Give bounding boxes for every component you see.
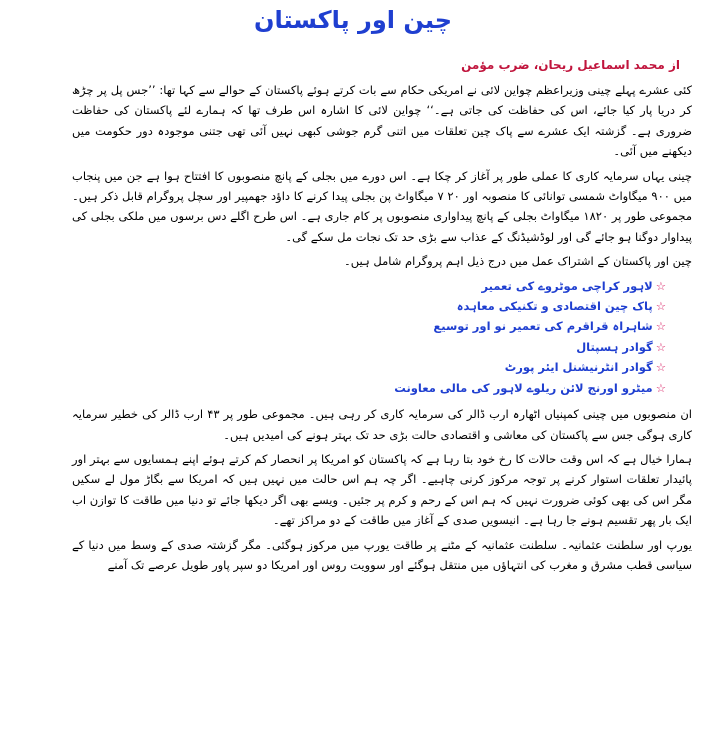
paragraph: ہمارا خیال ہے کہ اس وقت حالات کا رخ خود بتا رہا ہے کہ پاکستان کو امریکا پر انحصار کم کرتے ہوئے اپنے ہمسایوں سے بہتر اور پائیدار تعلقات استوار کرنے پر توجہ مرکوز کرنی چاہیے۔ اگر چہ ہم اس حالت میں نہیں ہیں کہ امریکا سے بگاڑ مول لے سکیں مگر اس کی بھی کوئی ضرورت نہیں کہ ہم اس کے رحم و کرم پر جئیں۔ ویسے بھی اگر دیکھا جائے تو دنیا میں طاقت کا توازن اب ایک بار پھر تقسیم ہونے جا رہا ہے۔ انیسویں صدی کے آغاز میں طاقت کے دو مراکز تھے۔ (72, 451, 692, 528)
paragraph: کئی عشرے پہلے چینی وزیراعظم چواین لائی نے امریکی حکام سے بات کرتے ہوئے پاکستان کے حوالے سے کہا تھا: ’’جس پل پر چڑھ کر دریا پار کیا جائے، اس کی حفاظت کی جاتی ہے۔‘‘ چواین لائی کا اشارہ اس طرف تھا کہ ہمارے لئے پاکستان کی حفاظت ضروری ہے۔ گزشتہ ایک عشرے سے پاک چین تعلقات میں اتنی گرم جوشی کبھی نہیں آئی تھی جتنی موجودہ دور حکومت میں دیکھنے میں آئی۔ (72, 83, 692, 159)
list-item-label: گوادر ہسپتال (576, 339, 653, 354)
project-list (72, 276, 692, 398)
list-item (72, 337, 666, 357)
article-body (72, 80, 692, 579)
list-item (72, 378, 666, 398)
article-byline: از محمد اسماعیل ریحان، ضرب مؤمن (461, 58, 680, 72)
star-icon: ☆ (655, 339, 666, 354)
list-item (72, 296, 666, 316)
list-item-label: شاہراہ قراقرم کی تعمیر نو اور توسیع (433, 319, 653, 334)
article-title: چین اور پاکستان (253, 6, 453, 34)
list-item-label: لاہور کراچی موٹروے کی تعمیر (481, 278, 653, 293)
star-icon: ☆ (655, 299, 666, 314)
list-item-label: میٹرو اورنج لائن ریلوے لاہور کی مالی معاونت (394, 380, 653, 395)
paragraph: چین اور پاکستان کے اشتراک عمل میں درج ذیل اہم پروگرام شامل ہیں۔ (344, 254, 692, 269)
star-icon: ☆ (655, 380, 666, 395)
list-item (72, 316, 666, 336)
list-item (72, 357, 666, 377)
list-item (72, 276, 666, 296)
paragraph: چینی یہاں سرمایہ کاری کا عملی طور پر آغاز کر چکا ہے۔ اس دورے میں بجلی کے پانچ منصوبوں کا افتتاح ہوا ہے جن میں پنجاب میں ۹۰۰ میگاواٹ شمسی توانائی کا منصوبہ اور ۲۰ ۷ میگاواٹ پن بجلی پیدا کرنے کا داؤد جھمپیر اور سچل پروگرام قابل ذکر ہیں۔ مجموعی طور پر ۱۸۲۰ میگاواٹ بجلی کے پانچ پیداواری منصوبوں پر کام جاری ہے۔ اس طرح اگلے دس برسوں میں ملکی بجلی کی پیداوار دوگنا ہو جائے گی اور لوڈشیڈنگ کے عذاب سے بڑی حد تک نجات مل سکے گی۔ (72, 168, 693, 244)
star-icon: ☆ (655, 360, 666, 375)
star-icon: ☆ (655, 319, 666, 334)
list-item-label: پاک چین اقتصادی و تکنیکی معاہدہ (456, 299, 653, 314)
list-item-label: گوادر انٹرنیشنل ایئر پورٹ (504, 360, 653, 375)
paragraph: یورپ اور سلطنت عثمانیہ۔ سلطنت عثمانیہ کے مٹنے پر طاقت یورپ میں مرکوز ہوگئی۔ مگر گزشتہ صدی کے وسط میں دنیا کے سیاسی قطب مشرق و مغرب کی انتہاؤں میں منتقل ہوگئے اور سوویت روس اور امریکا دو سپر پاور طویل عرصے تک آمنے (72, 537, 692, 572)
star-icon: ☆ (655, 278, 666, 293)
paragraph: ان منصوبوں میں چینی کمپنیاں اٹھارہ ارب ڈالر کی سرمایہ کاری کر رہی ہیں۔ مجموعی طور پر ۴۳ ارب ڈالر کی خطیر سرمایہ کاری ہوگی جس سے پاکستان کی معاشی و اقتصادی حالت بڑی حد تک بہتر ہونے کی امیدیں ہیں۔ (72, 407, 692, 442)
